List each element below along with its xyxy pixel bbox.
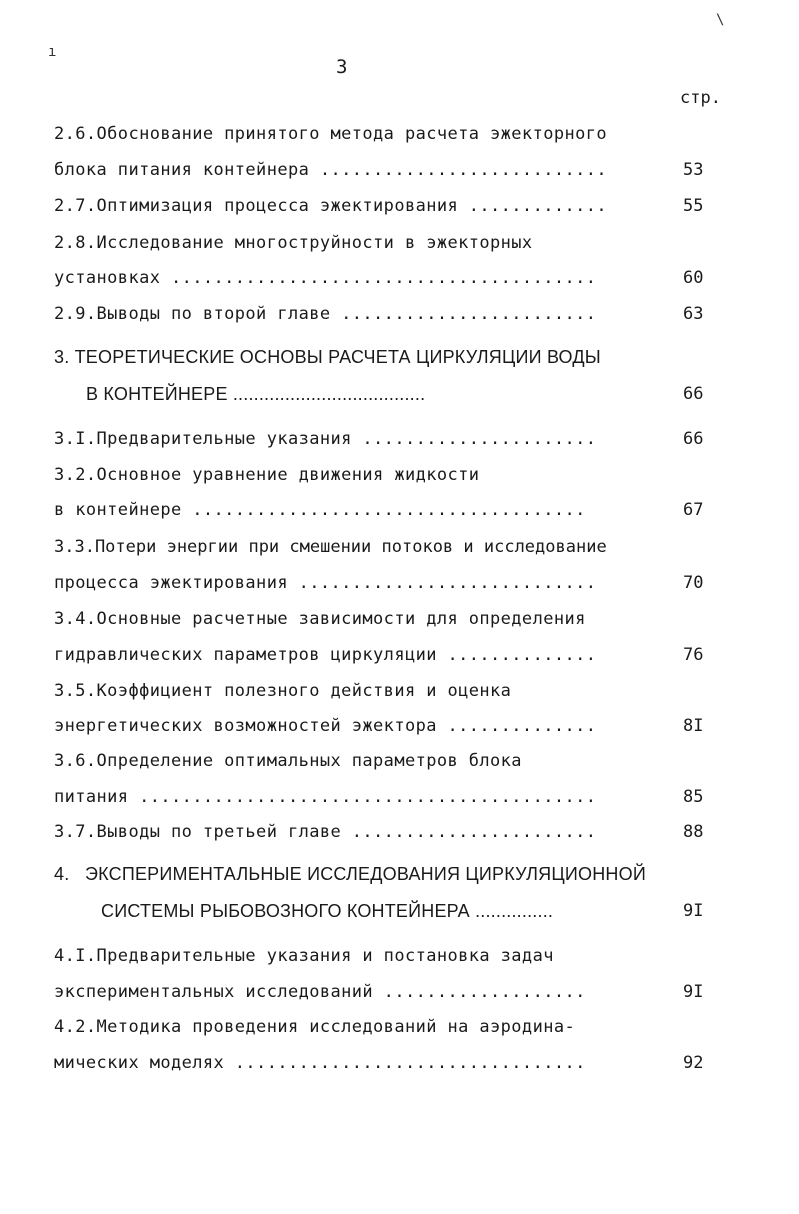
toc-entry-page: 76 [683,645,704,665]
toc-entry-page: 66 [683,429,704,449]
toc-entry-text: гидравлических параметров циркуляции .............. [54,645,597,665]
scan-mark-left: ı [48,44,57,60]
page-column-label: стр. [680,88,721,108]
toc-entry-text: 2.8.Исследование многоструйности в эжекторных [54,233,533,253]
toc-entry-text: 3.3.Потери энергии при смешении потоков и исследование [54,537,607,557]
toc-entry-page: 88 [683,822,704,842]
toc-entry-page: 53 [683,160,704,180]
toc-entry-text: установках ........................................ [54,268,597,288]
toc-entry-page: 70 [683,573,704,593]
toc-entry-text: энергетических возможностей эжектора .............. [54,716,597,736]
toc-entry-text: 3.6.Определение оптимальных параметров блока [54,751,522,771]
toc-entry-page: 8I [683,716,704,736]
toc-entry-page: 63 [683,304,704,324]
toc-entry-page: 9I [683,982,704,1002]
toc-entry-page: 9I [683,901,704,921]
toc-entry-text: 3.5.Коэффициент полезного действия и оценка [54,681,512,701]
toc-entry-text: блока питания контейнера ........................... [54,160,608,180]
toc-entry-text: в контейнере ..................................... [54,500,586,520]
toc-entry-page: 66 [683,384,704,404]
chapter-heading: 4. ЭКСПЕРИМЕНТАЛЬНЫЕ ИССЛЕДОВАНИЯ ЦИРКУЛЯЦИОННОЙ [54,864,646,884]
toc-entry-text: 4.I.Предварительные указания и постановка задач [54,946,554,966]
toc-entry-text: экспериментальных исследований ................... [54,982,586,1002]
chapter-heading: СИСТЕМЫ РЫБОВОЗНОГО КОНТЕЙНЕРА ............... [101,901,554,921]
toc-entry-page: 55 [683,196,704,216]
toc-entry-text: 3.2.Основное уравнение движения жидкости [54,465,480,485]
toc-entry-text: 3.7.Выводы по третьей главе ....................... [54,822,597,842]
toc-entry-text: 2.6.Обоснование принятого метода расчета эжекторного [54,124,608,144]
toc-entry-text: мических моделях ................................. [54,1053,586,1073]
toc-entry-text: питания ........................................... [54,787,597,807]
page-number: 3 [336,56,348,78]
toc-entry-text: процесса эжектирования ............................ [54,573,597,593]
toc-entry-text: 3.4.Основные расчетные зависимости для определения [54,609,586,629]
toc-entry-page: 85 [683,787,704,807]
toc-entry-text: 2.9.Выводы по второй главе ........................ [54,304,597,324]
toc-entry-text: 4.2.Методика проведения исследований на аэродина- [54,1017,576,1037]
toc-entry-page: 67 [683,500,704,520]
toc-entry-text: 3.I.Предварительные указания ...................... [54,429,597,449]
chapter-heading: 3. ТЕОРЕТИЧЕСКИЕ ОСНОВЫ РАСЧЕТА ЦИРКУЛЯЦИИ ВОДЫ [54,347,601,367]
toc-entry-page: 92 [683,1053,704,1073]
chapter-heading: В КОНТЕЙНЕРЕ ..................................... [86,384,426,404]
scan-mark-right: \ [716,12,725,28]
toc-entry-page: 60 [683,268,704,288]
toc-entry-text: 2.7.Оптимизация процесса эжектирования ............. [54,196,608,216]
